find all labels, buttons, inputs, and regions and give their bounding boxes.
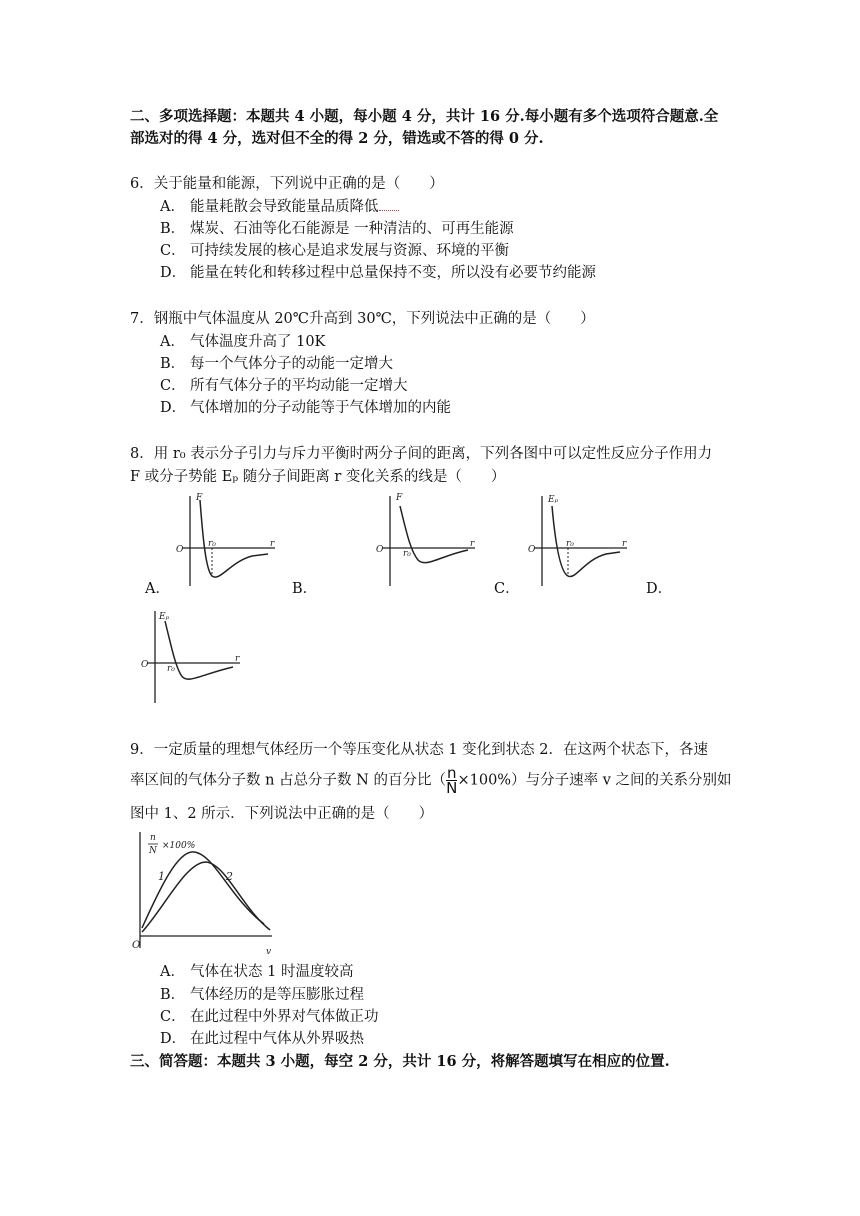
q6-stem: 6．关于能量和能源，下列说中正确的是（ ） [130, 176, 444, 192]
q8-stem-line1: 8．用 r₀ 表示分子引力与斥力平衡时两分子间的距离，下列各图中可以定性反应分子作用力 [130, 446, 713, 462]
r0-label: r₀ [403, 549, 411, 559]
q8-label-c: C． [494, 581, 520, 597]
option-text: 能量耗散会导致能量品质降低 [190, 199, 379, 215]
curve-2-label: 2 [226, 870, 233, 883]
option-key: D． [160, 265, 187, 281]
q8-label-a: A． [145, 581, 170, 597]
fraction-n-over-N [446, 766, 458, 795]
option-key: D． [160, 1031, 187, 1047]
y-label-numerator: n [150, 833, 156, 843]
q7-option-c [160, 376, 408, 396]
q8-graph-b [370, 490, 480, 590]
q9-option-d [160, 1029, 364, 1049]
option-key: A． [160, 964, 185, 980]
spellcheck-mark [379, 200, 399, 211]
q9-stem-part-a: 率区间的气体分子数 n 占总分子数 N 的百分比（ [130, 772, 446, 789]
option-text: 每一个气体分子的动能一定增大 [190, 356, 393, 372]
option-text: 气体在状态 1 时温度较高 [190, 964, 354, 980]
section3-header: 三、简答题：本题共 3 小题，每空 2 分，共计 16 分，将解答题填写在相应的位置. [130, 1053, 670, 1070]
q8-stem-line2: F 或分子势能 Eₚ 随分子间距离 r 变化关系的线是（ ） [130, 469, 506, 485]
q9-option-a [160, 962, 353, 982]
q8-label-b: B． [292, 581, 318, 597]
option-text: 能量在转化和转移过程中总量保持不变，所以没有必要节约能源 [190, 265, 596, 281]
curve-state-1 [142, 852, 264, 928]
x-label: r [235, 654, 240, 664]
q8-graph-c [522, 490, 632, 590]
energy-curve [165, 621, 233, 679]
option-text: 在此过程中外界对气体做正功 [190, 1009, 379, 1025]
x-label: r [470, 539, 475, 549]
option-key: B． [160, 356, 186, 372]
option-key: B． [160, 987, 186, 1003]
r0-label: r₀ [566, 539, 574, 549]
q9-option-b [160, 985, 364, 1005]
q9-speed-distribution-graph [130, 828, 280, 958]
option-key: B． [160, 221, 186, 237]
q6-option-b [160, 219, 514, 239]
option-key: C． [160, 1009, 186, 1025]
energy-curve [552, 506, 620, 577]
origin-label: O [528, 545, 536, 555]
y-label: Eₚ [548, 495, 559, 505]
curve-1-label: 1 [158, 870, 165, 883]
q7-option-a [160, 332, 325, 352]
option-text: 煤炭、石油等化石能源是 一种清洁的、可再生能源 [190, 221, 514, 237]
origin-label: O [132, 940, 141, 951]
option-key: C． [160, 243, 186, 259]
option-text: 气体经历的是等压膨胀过程 [190, 987, 364, 1003]
section2-header-line1: 二、多项选择题：本题共 4 小题，每小题 4 分，共计 16 分.每小题有多个选项符合题意.全 [130, 108, 719, 125]
q8-graph-d [135, 605, 245, 705]
y-label: Eₚ [159, 612, 170, 622]
q9-option-c [160, 1007, 379, 1027]
option-text: 所有气体分子的平均动能一定增大 [190, 378, 408, 394]
option-key: A． [160, 199, 185, 215]
option-text: 在此过程中气体从外界吸热 [190, 1031, 364, 1047]
q9-stem-part-b: ×100%）与分子速率 v 之间的关系分别如 [457, 772, 732, 789]
option-key: C． [160, 378, 186, 394]
y-label: F [396, 493, 403, 503]
x-label: v [266, 947, 272, 957]
option-text: 可持续发展的核心是追求发展与资源、环境的平衡 [190, 243, 509, 259]
q8-label-d: D． [646, 581, 673, 597]
y-label-denominator: N [149, 846, 157, 856]
y-label: F [196, 493, 203, 503]
origin-label: O [376, 545, 384, 555]
option-key: D． [160, 400, 187, 416]
q9-stem-line2 [130, 766, 732, 795]
q6-option-c [160, 241, 509, 261]
q7-option-d [160, 398, 451, 418]
option-text: 气体增加的分子动能等于气体增加的内能 [190, 400, 451, 416]
option-text: 气体温度升高了 10K [190, 334, 326, 350]
fraction-numerator: n [446, 764, 457, 782]
x-label: r [622, 539, 627, 549]
r0-label: r₀ [167, 664, 175, 674]
q9-stem-line1: 9．一定质量的理想气体经历一个等压变化从状态 1 变化到状态 2．在这两个状态下，各速 [130, 742, 708, 758]
y-label-text: ×100% [162, 841, 196, 851]
x-label: r [270, 539, 275, 549]
origin-label: O [141, 660, 149, 670]
option-key: A． [160, 334, 185, 350]
q8-graph-a [170, 490, 280, 590]
r0-label: r₀ [208, 539, 216, 549]
q9-stem-line3: 图中 1、2 所示．下列说法中正确的是（ ） [130, 806, 434, 822]
q7-option-b [160, 354, 393, 374]
q6-option-d [160, 263, 596, 283]
origin-label: O [176, 545, 184, 555]
q6-option-a [160, 197, 399, 217]
fraction-denominator: N [446, 779, 458, 797]
section2-header-line2: 部选对的得 4 分，选对但不全的得 2 分，错选或不答的得 0 分. [130, 130, 544, 147]
q7-stem: 7．钢瓶中气体温度从 20℃升高到 30℃，下列说法中正确的是（ ） [130, 311, 595, 327]
